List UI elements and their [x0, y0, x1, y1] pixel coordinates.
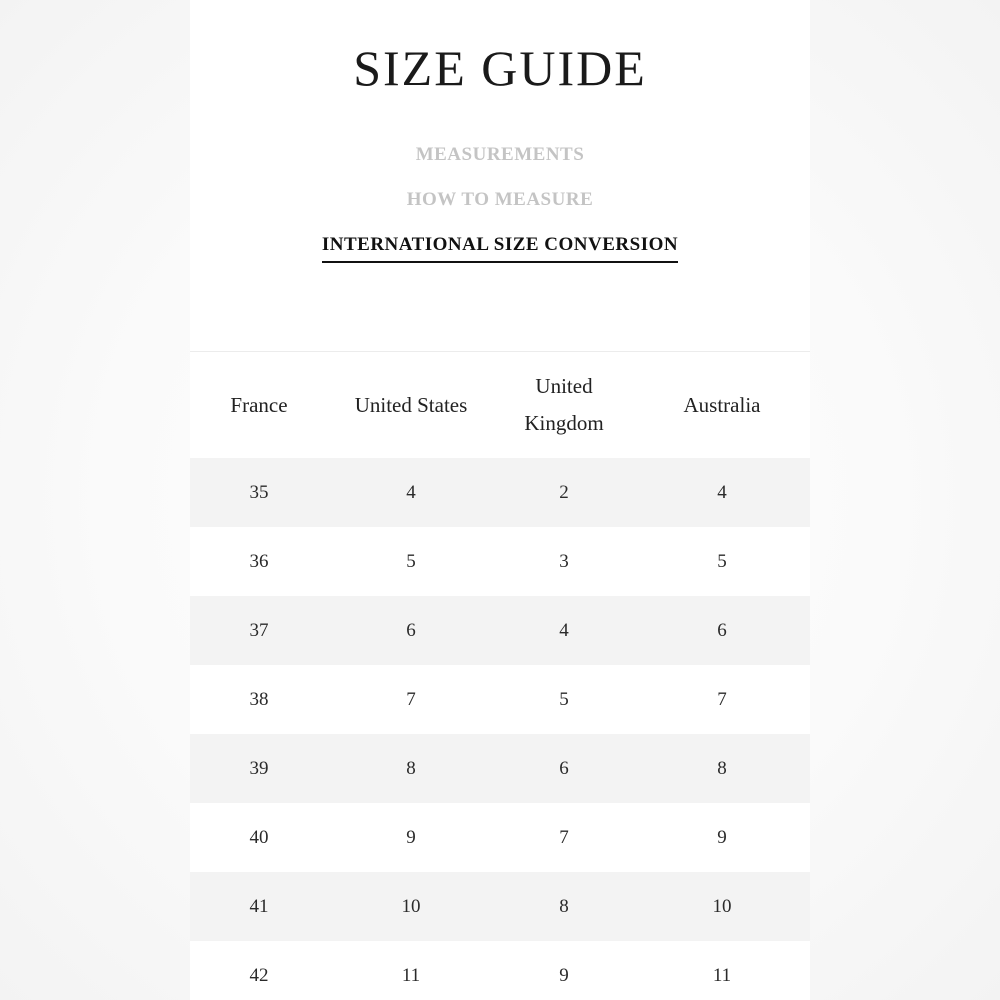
tab-measurements[interactable]	[190, 140, 810, 185]
page-title: SIZE GUIDE	[353, 40, 647, 96]
tab-how-to-measure[interactable]	[190, 185, 810, 230]
tab-international-size-conversion[interactable]	[190, 230, 810, 275]
table-cell-united-states: 9	[406, 826, 416, 848]
table-cell-france: 35	[190, 458, 328, 527]
table-cell-france: 36	[249, 550, 269, 572]
table-row	[190, 527, 810, 596]
table-row	[190, 458, 810, 527]
table-cell-united-kingdom: 7	[559, 826, 569, 848]
table-cell-united-kingdom: 2	[494, 458, 634, 527]
tab-label: HOW TO MEASURE	[406, 189, 594, 210]
table-cell-united-kingdom: 8	[494, 872, 634, 941]
table-cell-australia: 7	[717, 688, 727, 710]
column-header-united-kingdom: United Kingdom	[524, 374, 604, 435]
table-cell-united-kingdom: 9	[559, 964, 569, 986]
table-cell-united-states: 5	[406, 550, 416, 572]
table-cell-france: 40	[249, 826, 269, 848]
table-cell-united-states: 11	[401, 964, 421, 986]
table-row	[190, 941, 810, 1000]
table-cell-united-kingdom: 3	[559, 550, 569, 572]
table-cell-united-kingdom: 5	[559, 688, 569, 710]
size-conversion-table	[190, 352, 810, 1000]
table-cell-france: 41	[190, 872, 328, 941]
table-cell-united-states: 6	[328, 596, 494, 665]
table-cell-france: 38	[249, 688, 269, 710]
table-row	[190, 803, 810, 872]
table-cell-france: 37	[190, 596, 328, 665]
table-row	[190, 872, 810, 941]
table-cell-united-states: 10	[328, 872, 494, 941]
size-guide-panel	[190, 0, 810, 1000]
column-header-australia: Australia	[683, 392, 761, 417]
tab-label: MEASUREMENTS	[415, 144, 585, 165]
table-cell-australia: 9	[717, 826, 727, 848]
table-row	[190, 596, 810, 665]
column-header-united-states: United States	[354, 392, 468, 417]
table-cell-australia: 11	[712, 964, 732, 986]
table-cell-australia: 10	[634, 872, 810, 941]
column-header-france: France	[230, 392, 288, 417]
tab-label: INTERNATIONAL SIZE CONVERSION	[322, 230, 678, 263]
table-cell-united-states: 4	[328, 458, 494, 527]
table-cell-australia: 4	[634, 458, 810, 527]
table-cell-france: 39	[190, 734, 328, 803]
table-header-row	[190, 352, 810, 458]
table-cell-united-states: 8	[328, 734, 494, 803]
table-row	[190, 734, 810, 803]
table-body	[190, 458, 810, 1000]
table-cell-united-kingdom: 4	[494, 596, 634, 665]
size-guide-tabs	[190, 140, 810, 275]
table-row	[190, 665, 810, 734]
table-cell-australia: 8	[634, 734, 810, 803]
table-cell-united-states: 7	[406, 688, 416, 710]
table-cell-australia: 5	[717, 550, 727, 572]
table-cell-united-kingdom: 6	[494, 734, 634, 803]
table-cell-australia: 6	[634, 596, 810, 665]
table-cell-france: 42	[249, 964, 269, 986]
